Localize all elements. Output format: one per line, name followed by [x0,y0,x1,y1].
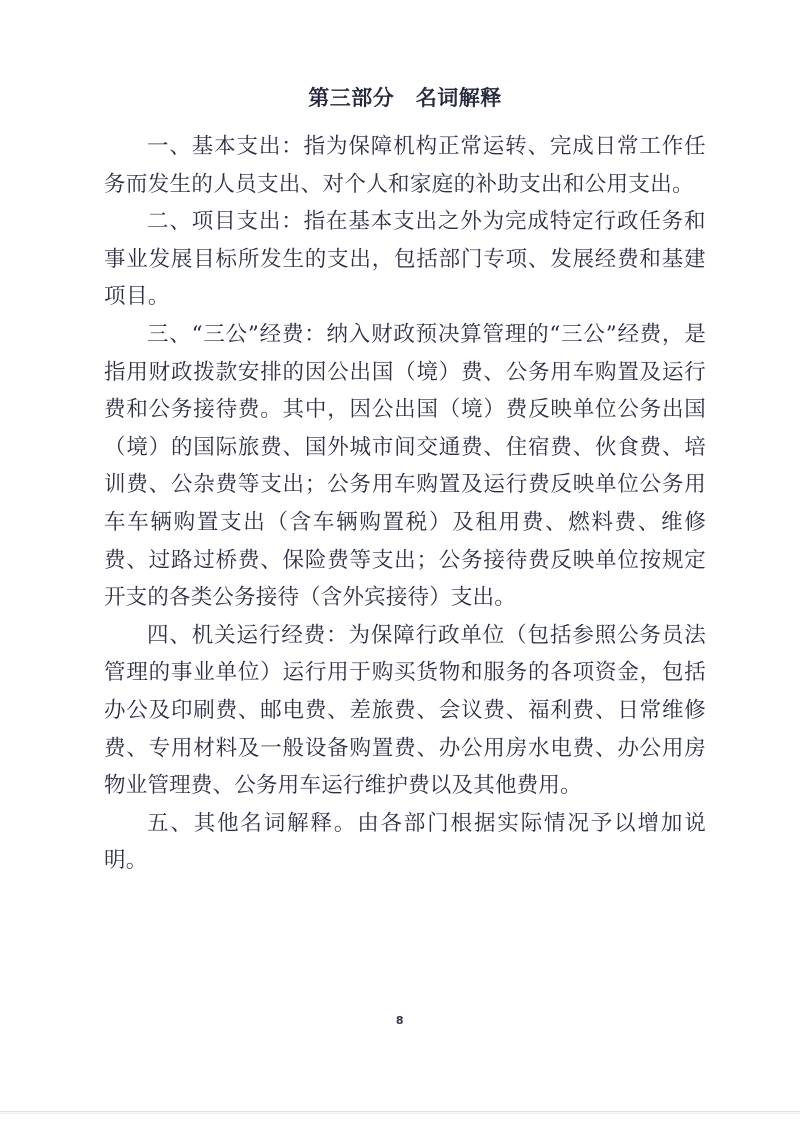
paragraph-list [104,128,706,880]
paragraph-item-5: 五、其他名词解释。由各部门根据实际情况予以增加说明。 [104,810,706,874]
paragraph-item-2: 二、项目支出：指在基本支出之外为完成特定行政任务和事业发展目标所发生的支出，包括部门专项、发展经费和基建项目。 [104,209,706,310]
page-title: 第三部分 名词解释 [308,86,502,110]
paragraph-item-3: 三、“三公”经费：纳入财政预决算管理的“三公”经费，是指用财政拨款安排的因公出国（境）费、公务用车购置及运行费和公务接待费。其中，因公出国（境）费反映单位公务出国（境）的国际旅费、国外城市间交通费、住宿费、伙食费、培训费、公杂费等支出；公务用车购置及运行费反映单位公务用车车辆购置支出（含车辆购置税）及租用费、燃料费、维修费、过路过桥费、保险费等支出；公务接待费反映单位按规定开支的各类公务接待（含外宾接待）支出。 [104,321,706,611]
paragraph-item-1: 一、基本支出：指为保障机构正常运转、完成日常工作任务而发生的人员支出、对个人和家庭的补助支出和公用支出。 [104,134,706,197]
page-edge-line [0,1113,800,1114]
page-number: 8 [395,1014,405,1027]
paragraph-item-4: 四、机关运行经费：为保障行政单位（包括参照公务员法管理的事业单位）运行用于购买货物和服务的各项资金，包括办公及印刷费、邮电费、差旅费、会议费、福利费、日常维修费、专用材料及一般设备购置费、办公用房水电费、办公用房物业管理费、公务用车运行维护费以及其他费用。 [104,622,706,799]
